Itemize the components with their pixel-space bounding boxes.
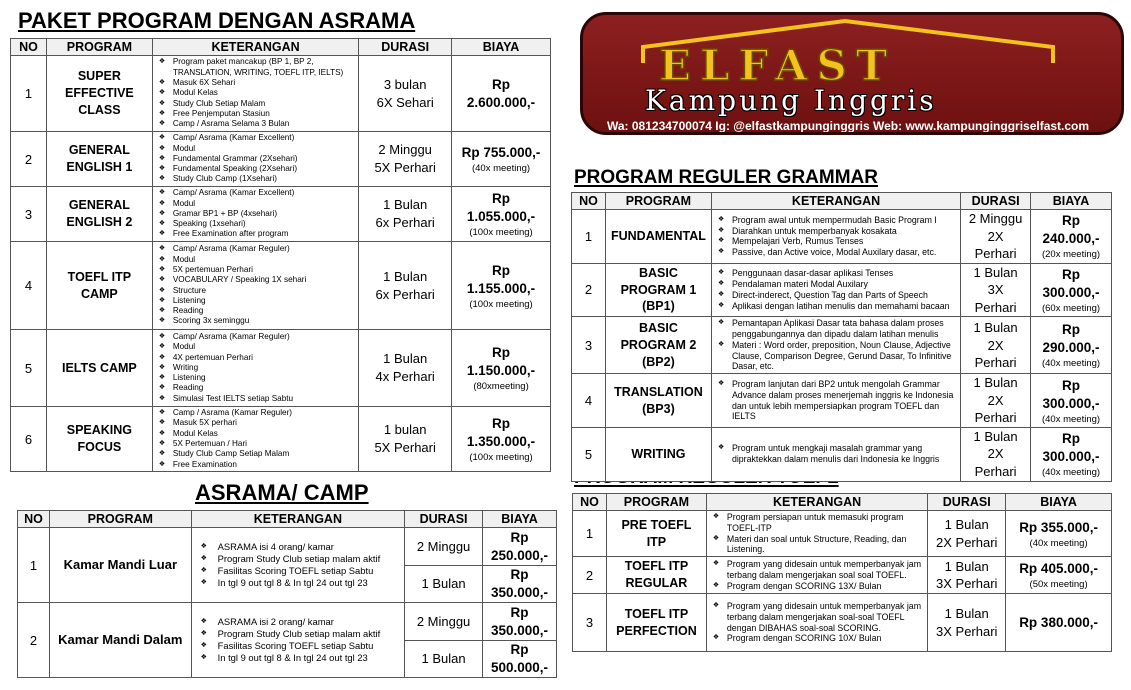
meeting-count: (100x meeting) — [469, 227, 533, 238]
keterangan-item: ❖ Study Club Setiap Malam — [157, 99, 354, 109]
durasi-frequency: 2X Perhari — [974, 446, 1017, 479]
row-biaya — [1006, 594, 1112, 652]
header-no: NO — [573, 494, 607, 511]
row-biaya — [1031, 317, 1112, 374]
row-no: 3 — [11, 187, 47, 242]
durasi-frequency: 6x Perhari — [375, 286, 435, 302]
table-header — [18, 511, 557, 528]
meeting-count: (40x meeting) — [471, 163, 531, 174]
row-biaya — [1031, 427, 1112, 481]
row-keterangan — [706, 511, 927, 557]
keterangan-item: ❖ Speaking (1xsehari) — [157, 219, 354, 229]
durasi-frequency: 2X Perhari — [936, 534, 998, 550]
keterangan-item: ❖ Program dengan SCORING 10X/ Bulan — [711, 633, 923, 644]
row-durasi — [359, 56, 452, 132]
durasi-length: 2 Minggu — [968, 211, 1023, 226]
keterangan-item: ❖ Free Examination after program — [157, 229, 354, 239]
keterangan-item: ❖ Passive, dan Active voice, Modal Auxilary dasar, etc. — [716, 247, 956, 258]
row-keterangan — [706, 557, 927, 594]
option-durasi: 1 Bulan — [405, 641, 483, 678]
keterangan-item: ❖ Program paket mancakup (BP 1, BP 2, TRANSLATION, WRITING, TOEFL ITP, IELTS) — [157, 57, 354, 78]
row-no: 2 — [11, 132, 47, 187]
table-row — [11, 187, 551, 242]
header-program: PROGRAM — [605, 193, 711, 210]
keterangan-item: ❖ Pemantapan Aplikasi Dasar tata bahasa dalam proses penggabungannya dan dipadu dalam latihan menulis — [716, 318, 956, 340]
row-program: BASIC PROGRAM 1 (BP1) — [605, 263, 711, 317]
durasi-frequency: 3X Perhari — [936, 623, 998, 639]
keterangan-item: ❖ Modul Kelas — [157, 88, 354, 98]
row-program: WRITING — [605, 427, 711, 481]
table-row — [572, 317, 1112, 374]
durasi-length: 3 bulan — [383, 76, 427, 92]
header-durasi: DURASI — [359, 39, 452, 56]
row-durasi — [359, 187, 452, 242]
row-program: SPEAKING FOCUS — [46, 407, 152, 472]
durasi-length: 1 Bulan — [383, 351, 428, 367]
meeting-count: (40x meeting) — [1041, 358, 1101, 370]
keterangan-item: ❖ Program persiapan untuk memasuki program TOEFL-ITP — [711, 512, 923, 534]
price: Rp 1.155.000,- — [466, 262, 536, 296]
table-row — [11, 56, 551, 132]
durasi-frequency: 6X Sehari — [376, 94, 434, 110]
row-no: 3 — [572, 317, 606, 374]
table-row — [572, 210, 1112, 264]
header-durasi: DURASI — [961, 193, 1031, 210]
durasi-frequency: 5X Perhari — [374, 440, 436, 455]
row-keterangan — [152, 407, 358, 472]
keterangan-item: ❖ 5X pertemuan Perhari — [157, 265, 354, 275]
price: Rp 350.000,- — [490, 567, 549, 600]
option-durasi: 2 Minggu — [405, 603, 483, 641]
keterangan-item: ❖ Program yang didesain untuk memperbanyak jam terbang dalam mengerjakan soal soal TOEFL. — [711, 559, 923, 581]
keterangan-item: ❖ Direct-inderect, Question Tag dan Parts of Speech — [716, 290, 956, 301]
durasi-length: 1 Bulan — [973, 319, 1018, 335]
meeting-count: (20x meeting) — [1041, 249, 1101, 261]
meeting-count: (100x meeting) — [469, 452, 533, 463]
keterangan-item: ❖ Reading — [157, 383, 354, 393]
price: Rp 1.150.000,- — [466, 345, 536, 378]
header-keterangan: KETERANGAN — [191, 511, 404, 528]
durasi-frequency: 3X Perhari — [974, 282, 1017, 315]
table-row — [573, 557, 1112, 594]
row-keterangan — [711, 374, 960, 428]
row-keterangan — [152, 330, 358, 407]
row-no: 1 — [573, 511, 607, 557]
keterangan-item: ❖ Modul — [157, 144, 354, 154]
durasi-frequency: 3X Perhari — [936, 576, 998, 592]
row-program: GENERAL ENGLISH 1 — [46, 132, 152, 187]
row-no: 2 — [573, 557, 607, 594]
asrama-program-title: PAKET PROGRAM DENGAN ASRAMA — [18, 8, 416, 33]
meeting-count: (40x meeting) — [1041, 467, 1101, 479]
table-row — [572, 263, 1112, 317]
keterangan-item: ❖ ASRAMA isi 4 orang/ kamar — [196, 541, 400, 553]
keterangan-item: ❖ Writing — [157, 363, 354, 373]
row-no: 1 — [11, 56, 47, 132]
durasi-frequency: 5X Perhari — [374, 160, 436, 175]
keterangan-item: ❖ Pendalaman materi Modal Auxilary — [716, 279, 956, 290]
durasi-length: 1 Bulan — [973, 428, 1018, 444]
row-no: 5 — [11, 330, 47, 407]
durasi-frequency: 2X Perhari — [974, 228, 1017, 262]
durasi-length: 1 Bulan — [944, 517, 989, 533]
row-keterangan — [152, 132, 358, 187]
keterangan-item: ❖ Camp / Asrama Selama 3 Bulan — [157, 119, 354, 129]
row-biaya — [1031, 210, 1112, 264]
row-no: 5 — [572, 427, 606, 481]
keterangan-item: ❖ Fasilitas Scoring TOEFL setiap Sabtu — [196, 640, 400, 652]
meeting-count: (40x meeting) — [1041, 413, 1101, 425]
header-biaya: BIAYA — [1006, 494, 1112, 511]
durasi-length: 1 Bulan — [944, 558, 989, 574]
keterangan-item: ❖ Camp / Asrama (Kamar Reguler) — [157, 408, 354, 418]
keterangan-item: ❖ Gramar BP1 + BP (4xsehari) — [157, 209, 354, 219]
grammar-title: PROGRAM REGULER GRAMMAR — [574, 167, 878, 188]
durasi-frequency: 2X Perhari — [974, 337, 1017, 371]
row-biaya — [452, 330, 551, 407]
durasi-length: 1 Bulan — [973, 375, 1018, 391]
durasi-length: 1 Bulan — [944, 606, 989, 622]
keterangan-item: ❖ 5X Pertemuan / Hari — [157, 439, 354, 449]
keterangan-item: ❖ Masuk 6X Sehari — [157, 78, 354, 88]
keterangan-item: ❖ Camp/ Asrama (Kamar Reguler) — [157, 332, 354, 342]
keterangan-item: ❖ Program Study Club setiap malam aktif — [196, 628, 400, 640]
header-no: NO — [18, 511, 50, 528]
asrama-program-table — [10, 38, 551, 472]
row-no: 4 — [572, 374, 606, 428]
keterangan-item: ❖ Camp/ Asrama (Kamar Excellent) — [157, 188, 354, 198]
camp-title: ASRAMA/ CAMP — [195, 480, 369, 505]
header-program: PROGRAM — [46, 39, 152, 56]
price: Rp 1.350.000,- — [466, 416, 536, 449]
keterangan-item: ❖ Scoring 3x seminggu — [157, 316, 354, 326]
durasi-length: 1 Bulan — [383, 197, 428, 213]
row-program: GENERAL ENGLISH 2 — [46, 187, 152, 242]
row-no: 3 — [573, 594, 607, 652]
row-biaya — [452, 407, 551, 472]
header-no: NO — [11, 39, 47, 56]
price: Rp 1.055.000,- — [466, 191, 536, 224]
price: Rp 300.000,- — [1042, 266, 1100, 300]
row-durasi — [928, 557, 1006, 594]
logo-brand: ELFAST — [659, 41, 897, 90]
keterangan-item: ❖ Masuk 5X perhari — [157, 418, 354, 428]
table-row — [572, 374, 1112, 428]
keterangan-item: ❖ Aplikasi dengan latihan menulis dan memahami bacaan — [716, 301, 956, 312]
keterangan-item: ❖ Modul Kelas — [157, 429, 354, 439]
header-program: PROGRAM — [606, 494, 706, 511]
keterangan-item: ❖ Penggunaan dasar-dasar aplikasi Tenses — [716, 268, 956, 279]
keterangan-item: ❖ Fundamental Speaking (2Xsehari) — [157, 164, 354, 174]
header-keterangan: KETERANGAN — [706, 494, 927, 511]
row-keterangan — [711, 210, 960, 264]
keterangan-item: ❖ Study Club Camp Setiap Malam — [157, 449, 354, 459]
price: Rp 350.000,- — [490, 604, 549, 638]
keterangan-item: ❖ Program dengan SCORING 13X/ Bulan — [711, 581, 923, 592]
meeting-count: (100x meeting) — [469, 298, 533, 310]
row-program: TOEFL ITP PERFECTION — [606, 594, 706, 652]
keterangan-item: ❖ Simulasi Test IELTS setiap Sabtu — [157, 394, 354, 404]
keterangan-item: ❖ Camp/ Asrama (Kamar Reguler) — [157, 244, 354, 254]
keterangan-item: ❖ Program yang didesain untuk memperbanyak jam terbang dalam mengerjakan soal-soal TOEFL dengan DIBAHAS soal-soal SCORING. — [711, 601, 923, 633]
row-no: 2 — [18, 603, 50, 678]
row-biaya — [1006, 511, 1112, 557]
table-row — [11, 132, 551, 187]
table-row — [11, 407, 551, 472]
header-keterangan: KETERANGAN — [711, 193, 960, 210]
header-keterangan: KETERANGAN — [152, 39, 358, 56]
table-header — [11, 39, 551, 56]
row-program: Kamar Mandi Dalam — [49, 603, 191, 678]
row-biaya — [452, 242, 551, 330]
elfast-logo — [580, 12, 1124, 135]
logo-contact: Wa: 081234700074 Ig: @elfastkampunginggris Web: www.kampunginggriselfast.com — [607, 119, 1090, 133]
row-keterangan — [191, 528, 404, 603]
keterangan-item: ❖ Free Examination — [157, 460, 354, 470]
toefl-table — [572, 493, 1112, 652]
durasi-length: 1 Bulan — [383, 268, 428, 284]
table-header — [572, 193, 1112, 210]
row-program: PRE TOEFL ITP — [606, 511, 706, 557]
option-durasi: 1 Bulan — [405, 566, 483, 603]
logo-subtitle: Kampung Inggris — [645, 84, 937, 117]
keterangan-item: ❖ Modul — [157, 255, 354, 265]
header-biaya: BIAYA — [452, 39, 551, 56]
row-keterangan — [711, 427, 960, 481]
keterangan-item: ❖ 4X pertemuan Perhari — [157, 353, 354, 363]
row-keterangan — [711, 317, 960, 374]
price: Rp 755.000,- — [461, 145, 541, 160]
durasi-frequency: 4x Perhari — [375, 369, 435, 384]
keterangan-item: ❖ Program untuk mengkaji masalah grammar yang dipraktekkan dalam menulis dari Indonesia ke Inggris — [716, 443, 956, 465]
durasi-length: 1 bulan — [383, 422, 427, 438]
row-program: TOEFL ITP CAMP — [46, 242, 152, 330]
row-durasi — [359, 242, 452, 330]
price: Rp 240.000,- — [1042, 213, 1100, 247]
camp-table — [17, 510, 557, 678]
keterangan-item: ❖ In tgl 9 out tgl 8 & In tgl 24 out tgl 23 — [196, 577, 400, 589]
keterangan-item: ❖ Program lanjutan dari BP2 untuk mengolah Grammar Advance dalam proses menerjemah inggris ke Indonesia dan untuk lebih mempersiapkan program TOEFL dan IELTS — [716, 379, 956, 422]
row-durasi — [928, 594, 1006, 652]
keterangan-item: ❖ Listening — [157, 296, 354, 306]
keterangan-item: ❖ In tgl 9 out tgl 8 & In tgl 24 out tgl 23 — [196, 652, 400, 664]
keterangan-item: ❖ Fundamental Grammar (2Xsehari) — [157, 154, 354, 164]
row-keterangan — [152, 56, 358, 132]
header-program: PROGRAM — [49, 511, 191, 528]
row-biaya — [452, 187, 551, 242]
table-row — [18, 603, 557, 641]
table-row — [573, 594, 1112, 652]
price: Rp 2.600.000,- — [466, 76, 536, 110]
keterangan-item: ❖ Program Study Club setiap malam aktif — [196, 553, 400, 565]
row-program: IELTS CAMP — [46, 330, 152, 407]
keterangan-item: ❖ Structure — [157, 286, 354, 296]
row-no: 4 — [11, 242, 47, 330]
row-durasi — [961, 374, 1031, 428]
keterangan-item: ❖ Materi dan soal untuk Structure, Reading, dan Listening. — [711, 534, 923, 556]
table-header — [573, 494, 1112, 511]
keterangan-item: ❖ Modul — [157, 342, 354, 352]
row-durasi — [359, 330, 452, 407]
price: Rp 300.000,- — [1042, 377, 1100, 411]
table-row — [572, 427, 1112, 481]
row-durasi — [928, 511, 1006, 557]
durasi-frequency: 6x Perhari — [375, 215, 435, 230]
price: Rp 300.000,- — [1042, 431, 1100, 465]
keterangan-item: ❖ Materi : Word order, preposition, Noun Clause, Adjective Clause, Comparison Degree, Gerund Dasar, To Infinitive Dasar, etc. — [716, 340, 956, 372]
row-durasi — [961, 210, 1031, 264]
row-keterangan — [711, 263, 960, 317]
header-durasi: DURASI — [405, 511, 483, 528]
row-program: BASIC PROGRAM 2 (BP2) — [605, 317, 711, 374]
row-durasi — [359, 407, 452, 472]
row-durasi — [961, 317, 1031, 374]
row-biaya — [1006, 557, 1112, 594]
keterangan-item: ❖ Camp/ Asrama (Kamar Excellent) — [157, 133, 354, 143]
durasi-length: 1 Bulan — [973, 264, 1018, 280]
meeting-count: (40x meeting) — [1029, 537, 1088, 549]
keterangan-item: ❖ Reading — [157, 306, 354, 316]
meeting-count: (60x meeting) — [1041, 302, 1101, 314]
row-no: 1 — [18, 528, 50, 603]
table-row — [18, 528, 557, 566]
row-durasi — [961, 427, 1031, 481]
row-durasi — [359, 132, 452, 187]
row-no: 2 — [572, 263, 606, 317]
price: Rp 290.000,- — [1042, 322, 1100, 356]
row-program: Kamar Mandi Luar — [49, 528, 191, 603]
row-keterangan — [191, 603, 404, 678]
durasi-frequency: 2X Perhari — [974, 392, 1017, 426]
table-row — [11, 242, 551, 330]
keterangan-item: ❖ Fasilitas Scoring TOEFL setiap Sabtu — [196, 565, 400, 577]
row-durasi — [961, 263, 1031, 317]
row-program: TRANSLATION (BP3) — [605, 374, 711, 428]
keterangan-item: ❖ Modul — [157, 199, 354, 209]
header-no: NO — [572, 193, 606, 210]
row-biaya — [452, 132, 551, 187]
price: Rp 380.000,- — [1019, 614, 1098, 630]
price: Rp 355.000,- — [1019, 519, 1098, 535]
meeting-count: (50x meeting) — [1029, 579, 1088, 591]
row-program: SUPER EFFECTIVE CLASS — [46, 56, 152, 132]
header-biaya: BIAYA — [483, 511, 557, 528]
table-row — [11, 330, 551, 407]
price: Rp 405.000,- — [1019, 561, 1098, 577]
keterangan-item: ❖ VOCABULARY / Speaking 1X sehari — [157, 275, 354, 285]
durasi-length: 2 Minggu — [378, 142, 432, 158]
price: Rp 500.000,- — [490, 642, 549, 675]
grammar-table — [571, 192, 1112, 482]
meeting-count: (80xmeeting) — [473, 381, 529, 392]
row-program: TOEFL ITP REGULAR — [606, 557, 706, 594]
price: Rp 250.000,- — [490, 529, 549, 563]
keterangan-item: ❖ Free Penjemputan Stasiun — [157, 109, 354, 119]
row-biaya — [452, 56, 551, 132]
keterangan-item: ❖ Study Club Camp (1Xsehari) — [157, 174, 354, 184]
header-biaya: BIAYA — [1031, 193, 1112, 210]
table-row — [573, 511, 1112, 557]
keterangan-item: ❖ ASRAMA isi 2 orang/ kamar — [196, 616, 400, 628]
row-program: FUNDAMENTAL — [605, 210, 711, 264]
row-biaya — [1031, 374, 1112, 428]
row-keterangan — [706, 594, 927, 652]
header-durasi: DURASI — [928, 494, 1006, 511]
row-no: 6 — [11, 407, 47, 472]
keterangan-item: ❖ Mempelajari Verb, Rumus Tenses — [716, 236, 956, 247]
keterangan-item: ❖ Diarahkan untuk memperbanyak kosakata — [716, 226, 956, 237]
row-keterangan — [152, 187, 358, 242]
row-no: 1 — [572, 210, 606, 264]
option-durasi: 2 Minggu — [405, 528, 483, 566]
keterangan-item: ❖ Program awal untuk mempermudah Basic Program I — [716, 215, 956, 226]
keterangan-item: ❖ Listening — [157, 373, 354, 383]
row-biaya — [1031, 263, 1112, 317]
row-keterangan — [152, 242, 358, 330]
